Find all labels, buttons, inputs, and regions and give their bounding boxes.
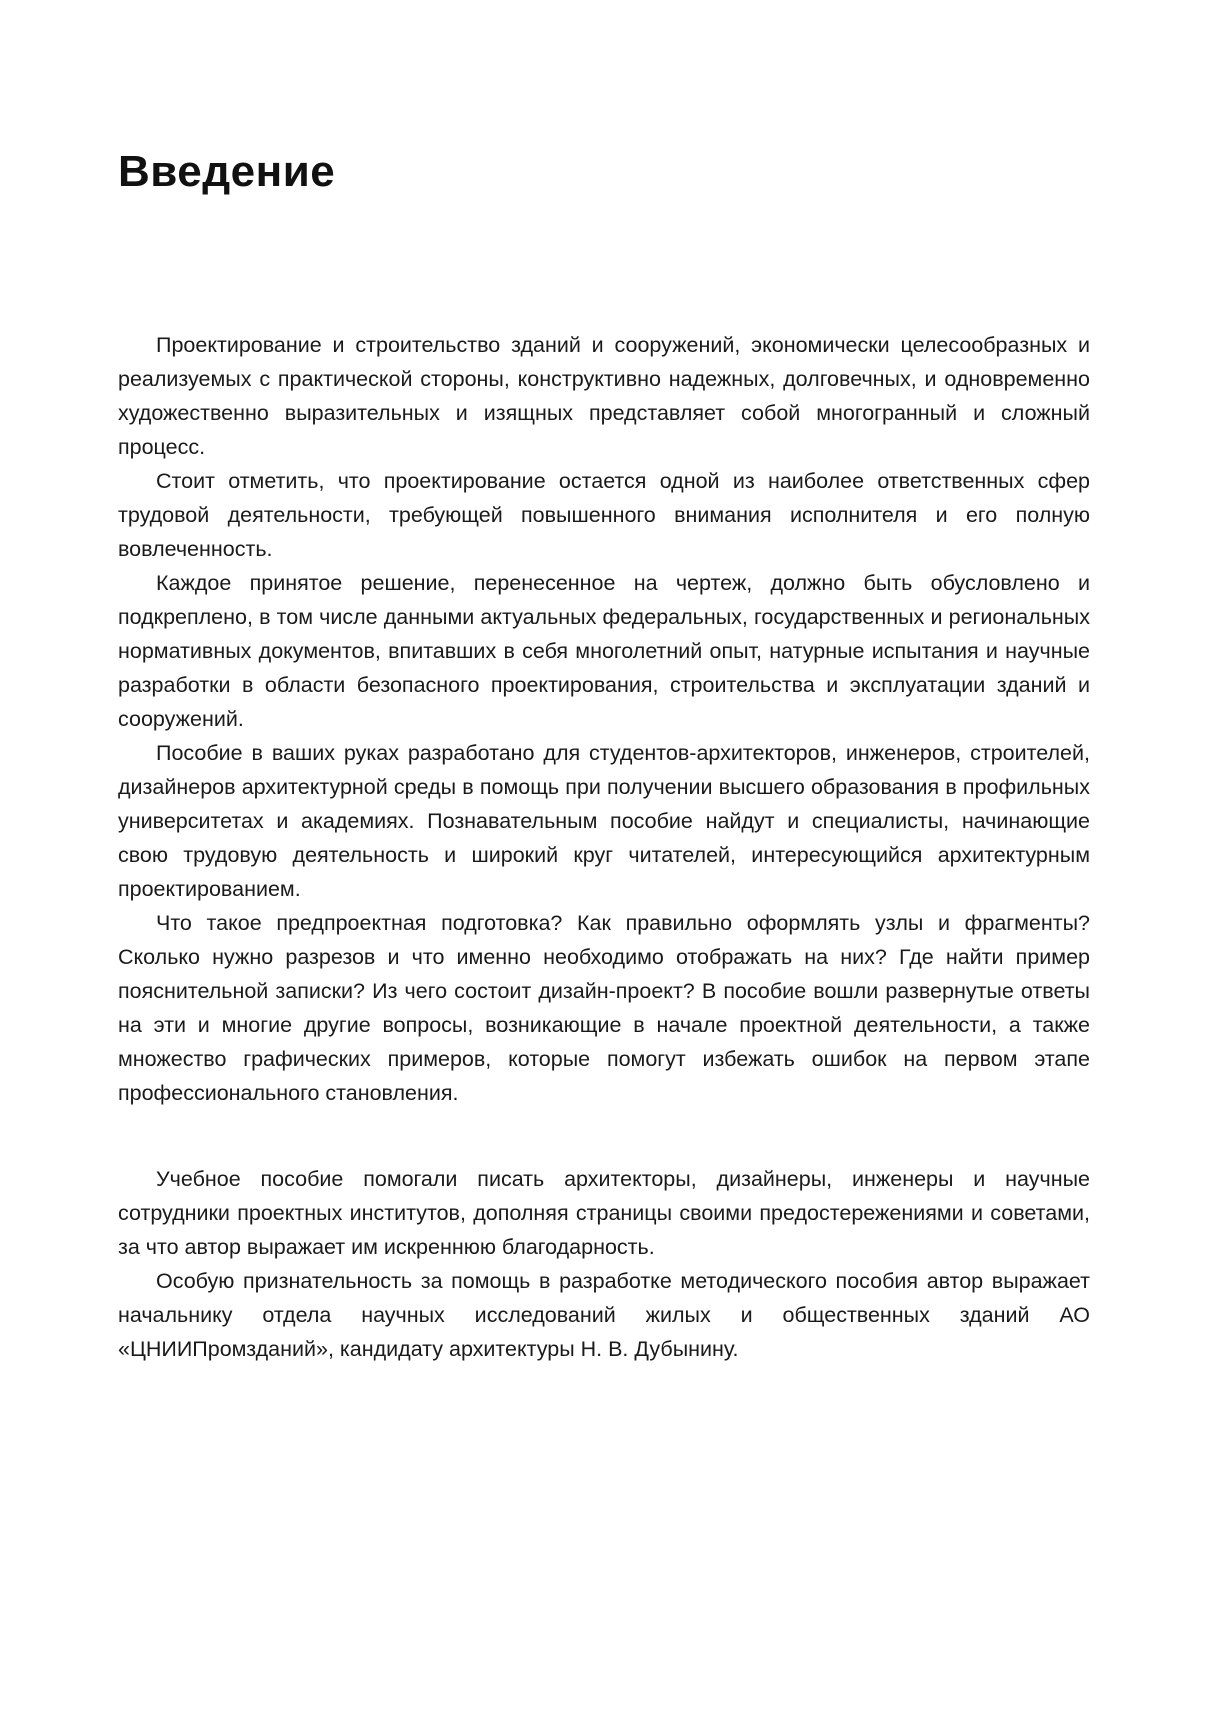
acknowledgements [118,1162,1090,1366]
paragraph: Учебное пособие помогали писать архитекторы, дизайнеры, инженеры и научные сотрудники проектных институтов, дополняя страницы своими предостережениями и советами, за что автор выражает им искреннюю благодарность. [118,1167,1090,1259]
introduction-body [118,328,1090,1110]
paragraph: Стоит отметить, что проектирование остается одной из наиболее ответственных сфер трудовой деятельности, требующей повышенного внимания исполнителя и его полную вовлеченность. [118,469,1090,561]
paragraph: Особую признательность за помощь в разработке методического пособия автор выражает начальнику отдела научных исследований жилых и общественных зданий АО «ЦНИИПромзданий», кандидату архитектуры Н. В. Дубынину. [118,1269,1090,1361]
paragraph: Проектирование и строительство зданий и сооружений, экономически целесообразных и реализуемых с практической стороны, конструктивно надежных, долговечных, и одновременно художественно выразительных и изящных представляет собой многогранный и сложный процесс. [118,333,1090,459]
paragraph: Что такое предпроектная подготовка? Как правильно оформлять узлы и фрагменты? Сколько нужно разрезов и что именно необходимо отображать на них? Где найти пример пояснительной записки? Из чего состоит дизайн-проект? В пособие вошли развернутые ответы на эти и многие другие вопросы, возникающие в начале проектной деятельности, а также множество графических примеров, которые помогут избежать ошибок на первом этапе профессионального становления. [118,911,1090,1105]
paragraph: Пособие в ваших руках разработано для студентов-архитекторов, инженеров, строителей, дизайнеров архитектурной среды в помощь при получении высшего образования в профильных университетах и академиях. Познавательным пособие найдут и специалисты, начинающие свою трудовую деятельность и широкий круг читателей, интересующийся архитектурным проектированием. [118,741,1090,901]
page-title: Введение [118,147,336,196]
paragraph: Каждое принятое решение, перенесенное на чертеж, должно быть обусловлено и подкреплено, в том числе данными актуальных федеральных, государственных и региональных нормативных документов, впитавших в себя многолетний опыт, натурные испытания и научные разработки в области безопасного проектирования, строительства и эксплуатации зданий и сооружений. [118,571,1090,731]
